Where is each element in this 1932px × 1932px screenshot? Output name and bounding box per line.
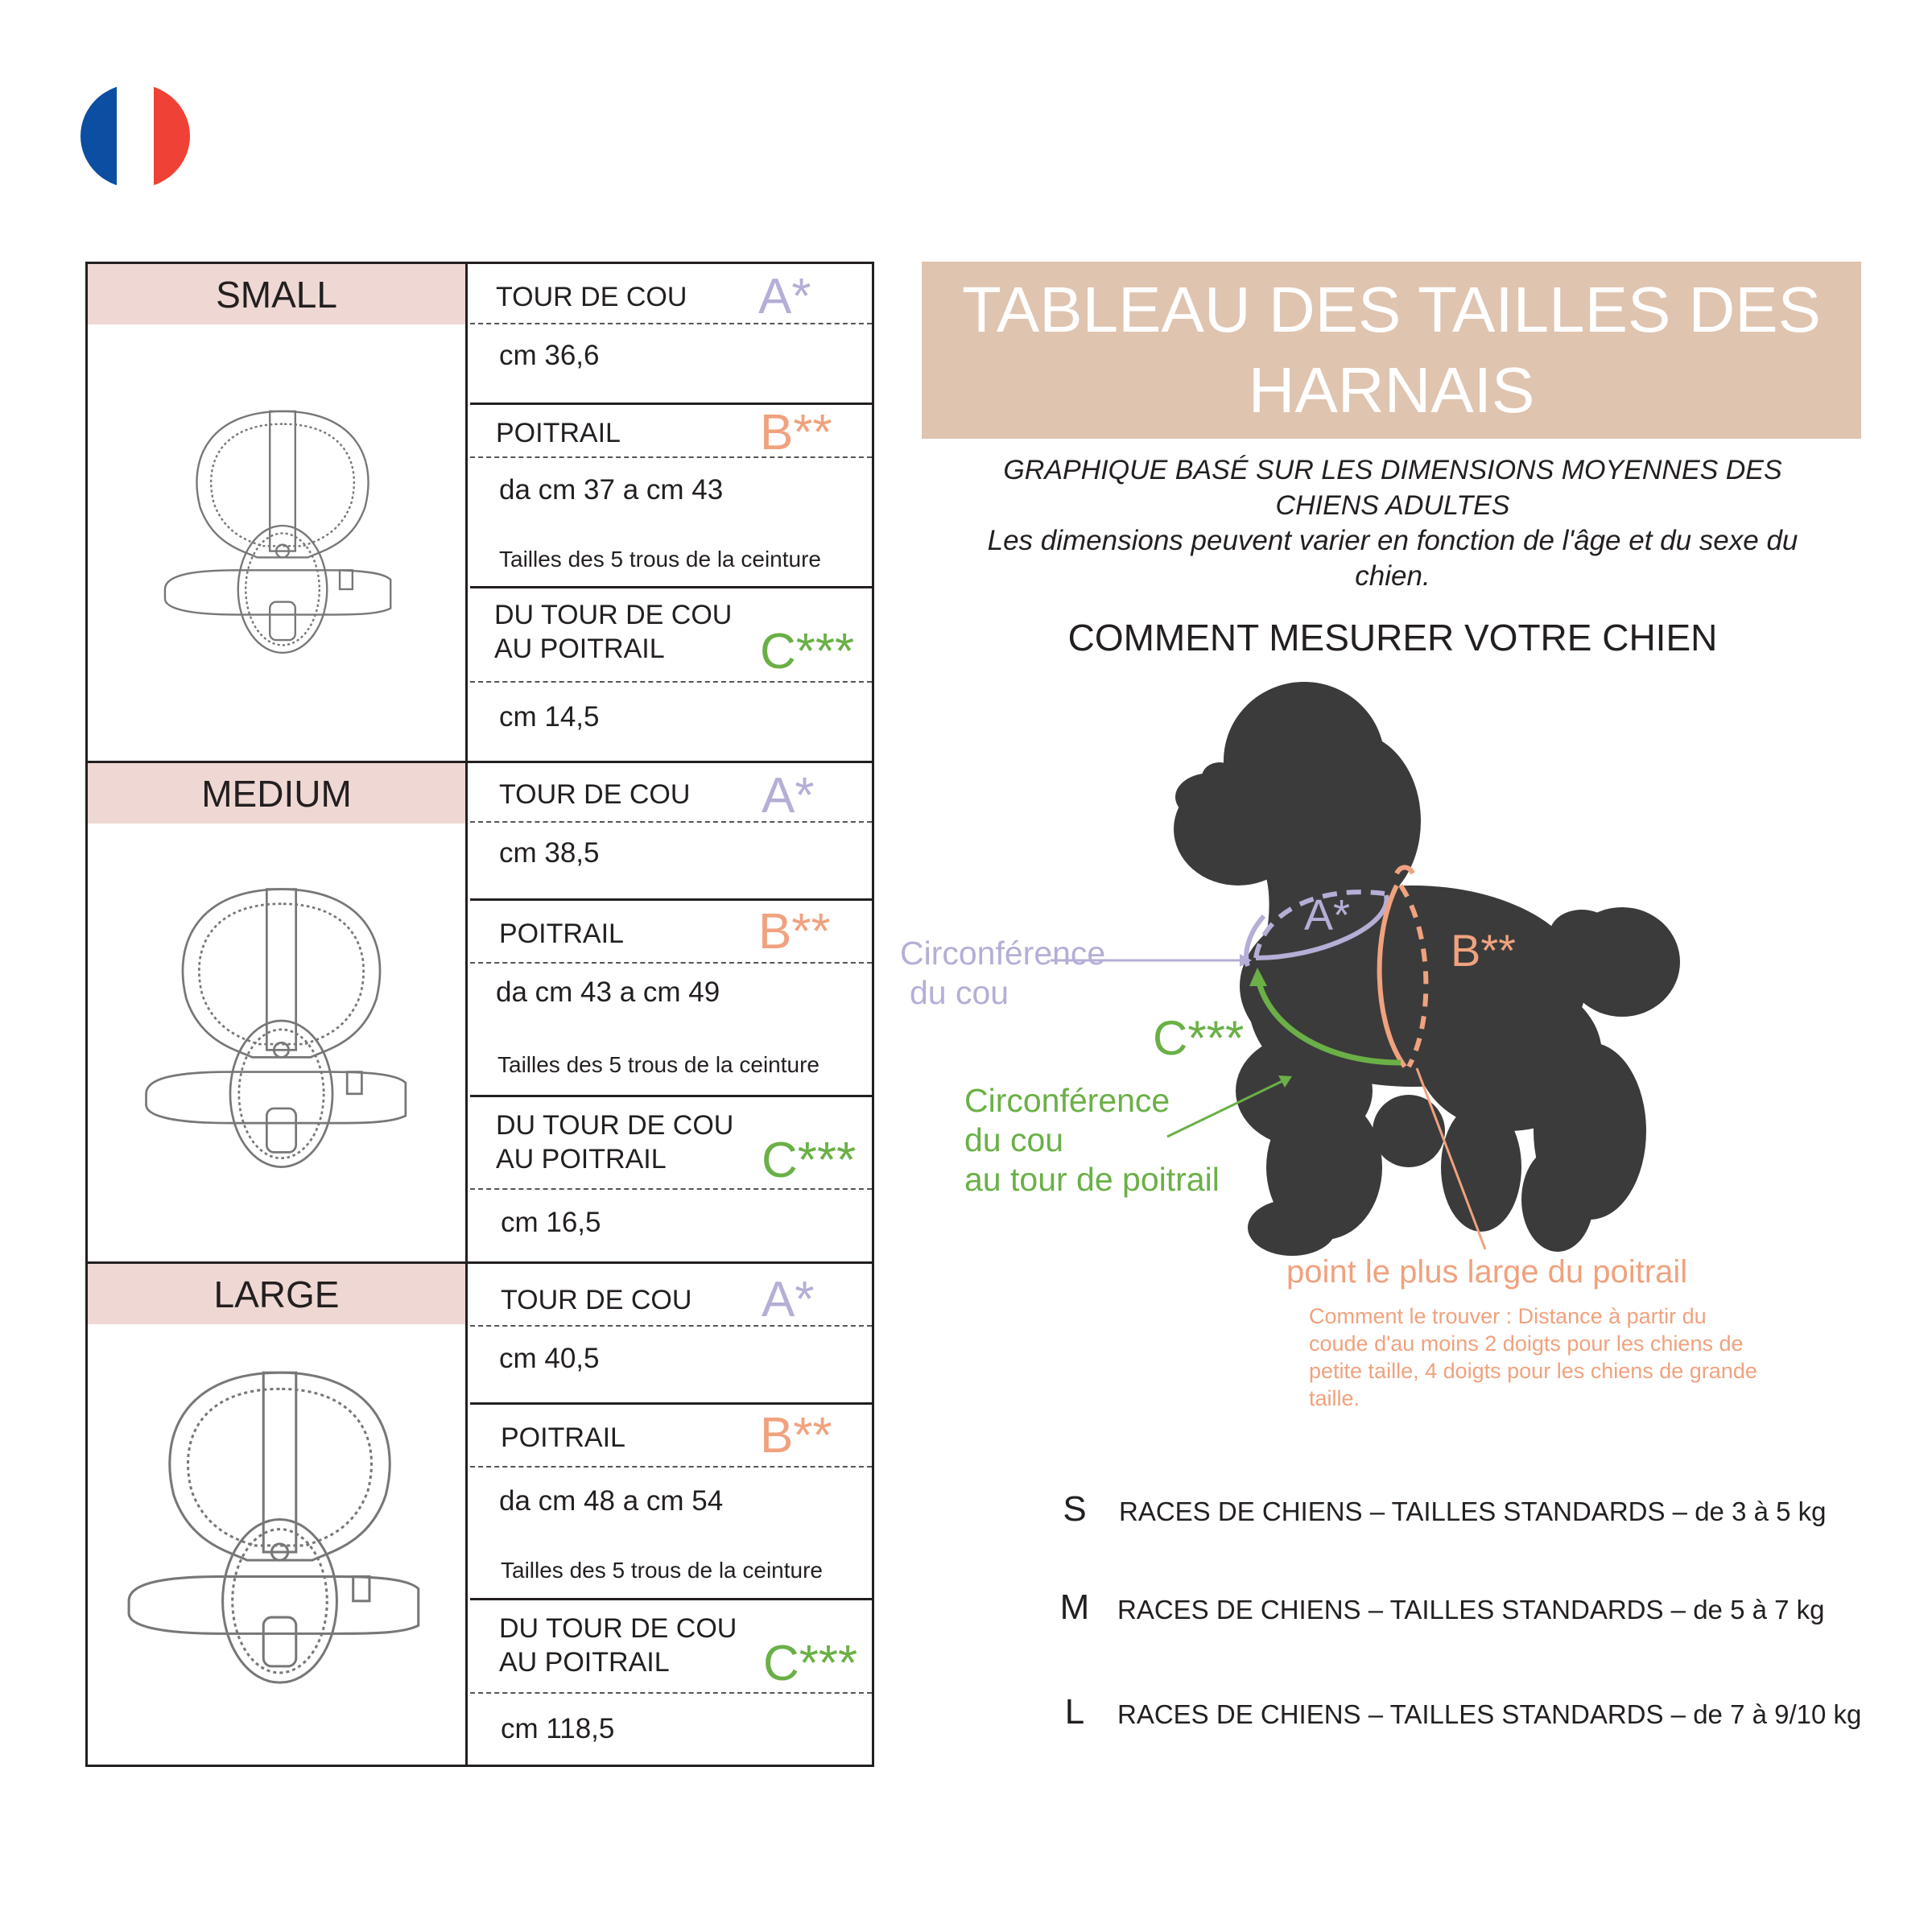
breed-desc: RACES DE CHIENS – TAILLES STANDARDS – de 7 à 9/10 kg xyxy=(1117,1699,1862,1729)
chest-value: da cm 48 a cm 54 xyxy=(499,1485,724,1517)
chest-label: POITRAIL xyxy=(499,919,624,949)
letter-c: C*** xyxy=(762,1133,857,1188)
flag-white-stripe xyxy=(117,84,153,188)
breed-row-s xyxy=(1046,1489,1827,1530)
chest-cell xyxy=(470,898,872,1095)
neck-cell xyxy=(470,1264,872,1402)
size-left-col xyxy=(88,264,468,761)
letter-b: B** xyxy=(760,405,832,460)
subtitle-line-2: Les dimensions peuvent varier en fonction de l'âge et du sexe du chien. xyxy=(987,525,1798,592)
subtitle-line-1: GRAPHIQUE BASÉ SUR LES DIMENSIONS MOYENNES DES CHIENS ADULTES xyxy=(1003,455,1782,521)
neck-label: TOUR DE COU xyxy=(496,282,687,312)
chest-label: POITRAIL xyxy=(501,1422,625,1453)
neck-to-chest-value: cm 16,5 xyxy=(501,1207,601,1238)
neck-circumference-label xyxy=(900,934,1105,1013)
neck-to-chest-label-1: DU TOUR DE COU xyxy=(494,600,733,630)
breed-size: L xyxy=(1064,1692,1085,1732)
diagram-letter-c: C*** xyxy=(1153,1011,1245,1065)
chest-value: da cm 37 a cm 43 xyxy=(499,474,724,506)
chest-note: Tailles des 5 trous de la ceinture xyxy=(499,547,821,572)
dog-silhouette-icon xyxy=(1174,682,1680,1256)
neck-to-chest-value: cm 14,5 xyxy=(499,701,600,733)
size-table xyxy=(85,262,874,1767)
title-banner xyxy=(922,262,1861,439)
size-right-col xyxy=(470,1264,872,1765)
chest-cell xyxy=(470,402,872,586)
neck-to-chest-line-1: Circonférence xyxy=(964,1082,1170,1119)
harness-small-icon xyxy=(162,393,403,658)
letter-c: C*** xyxy=(763,1636,858,1691)
neck-to-chest-cell xyxy=(470,586,872,761)
breed-desc: RACES DE CHIENS – TAILLES STANDARDS – de 3 à 5 kg xyxy=(1119,1496,1827,1526)
neck-to-chest-cell xyxy=(470,1095,872,1264)
neck-circumference-line-1: Circonférence xyxy=(900,935,1106,972)
breed-size: S xyxy=(1063,1489,1087,1529)
chest-cell xyxy=(470,1402,872,1598)
flag-red-stripe xyxy=(154,84,190,188)
neck-label: TOUR DE COU xyxy=(499,779,691,810)
neck-to-chest-value: cm 118,5 xyxy=(501,1713,615,1744)
neck-to-chest-label-2: AU POITRAIL xyxy=(496,1144,667,1174)
size-right-col xyxy=(470,763,872,1261)
letter-a: A* xyxy=(758,269,811,324)
neck-to-chest-cell xyxy=(470,1598,872,1767)
neck-to-chest-line-3: au tour de poitrail xyxy=(964,1161,1220,1199)
widest-point-note: Comment le trouver : Distance à partir du coude d'au moins 2 doigts pour les chiens de petite taille, 4 doigts pour les chiens de grande taille. xyxy=(1309,1304,1757,1410)
size-block-large xyxy=(88,1261,872,1765)
letter-a: A* xyxy=(762,1272,815,1327)
neck-to-chest-label-2: AU POITRAIL xyxy=(494,634,665,664)
size-label: SMALL xyxy=(88,264,465,324)
letter-c: C*** xyxy=(760,624,855,679)
breed-row-l xyxy=(1046,1692,1861,1732)
neck-cell xyxy=(470,264,872,402)
neck-to-chest-label-1: DU TOUR DE COU xyxy=(499,1613,737,1644)
breed-row-m xyxy=(1046,1587,1825,1628)
letter-b: B** xyxy=(758,904,831,960)
neck-label: TOUR DE COU xyxy=(501,1285,692,1315)
how-to-measure-title: COMMENT MESURER VOTRE CHIEN xyxy=(1067,617,1718,658)
widest-point-label: point le plus large du poitrail xyxy=(1286,1254,1688,1290)
breed-desc: RACES DE CHIENS – TAILLES STANDARDS – de 5 à 7 kg xyxy=(1117,1595,1825,1624)
harness-large-icon xyxy=(125,1348,435,1690)
diagram-letter-a: A* xyxy=(1304,891,1351,939)
size-block-small xyxy=(88,264,872,761)
size-label: LARGE xyxy=(88,1264,465,1324)
size-label: MEDIUM xyxy=(88,763,465,824)
neck-value: cm 38,5 xyxy=(499,837,600,869)
chest-note: Tailles des 5 trous de la ceinture xyxy=(501,1558,823,1583)
neck-cell xyxy=(470,763,872,898)
harness-medium-icon xyxy=(142,868,420,1174)
size-right-col xyxy=(470,264,872,761)
neck-value: cm 40,5 xyxy=(499,1343,600,1374)
neck-to-chest-label-2: AU POITRAIL xyxy=(499,1647,670,1678)
chest-value: da cm 43 a cm 49 xyxy=(496,976,720,1008)
size-left-col xyxy=(88,1264,468,1765)
flag-blue-stripe xyxy=(80,84,117,188)
neck-to-chest-line-2: du cou xyxy=(964,1121,1064,1159)
size-block-medium xyxy=(88,761,872,1261)
chest-note: Tailles des 5 trous de la ceinture xyxy=(497,1052,819,1077)
neck-to-chest-label xyxy=(964,1081,1220,1200)
page-title: TABLEAU DES TAILLES DES HARNAIS xyxy=(961,274,1822,426)
neck-value: cm 36,6 xyxy=(499,340,600,371)
breed-size: M xyxy=(1059,1587,1090,1627)
neck-to-chest-label-1: DU TOUR DE COU xyxy=(496,1110,734,1141)
letter-a: A* xyxy=(762,768,815,824)
size-left-col xyxy=(88,763,468,1261)
diagram-letter-b: B** xyxy=(1451,925,1516,976)
letter-b: B** xyxy=(760,1408,832,1463)
chest-label: POITRAIL xyxy=(496,418,621,448)
france-flag-icon xyxy=(80,84,190,188)
neck-circumference-line-2: du cou xyxy=(910,974,1009,1012)
